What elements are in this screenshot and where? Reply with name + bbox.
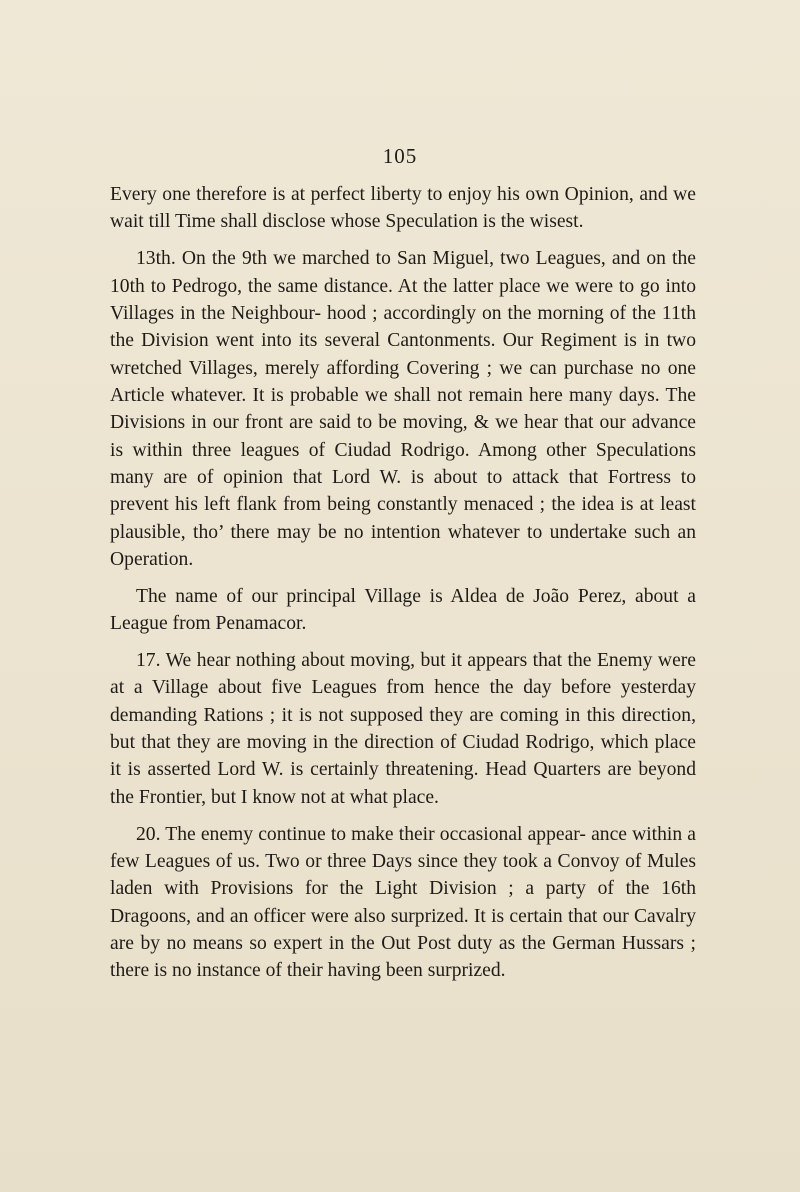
paragraph-13th: 13th. On the 9th we marched to San Miguel, two Leagues, and on the 10th to Pedrogo, the same distance. At the latter place we were to go into Villages in the Neighbour- hood ; accordingly on the morning of the 11th the Division went into its several Cantonments. Our Regiment is in two wretched Villages, merely affording Covering ; we can purchase no one Article whatever. It is probable we shall not remain here many days. The Divisions in our front are said to be moving, & we hear that our advance is within three leagues of Ciudad Rodrigo. Among other Speculations many are of opinion that Lord W. is about to attack that Fortress to prevent his left flank from being constantly menaced ; the idea is at least plausible, tho’ there may be no intention whatever to undertake such an Operation. [110, 248, 696, 570]
paragraph-opinion: Every one therefore is at perfect liberty to enjoy his own Opinion, and we wait till Time shall disclose whose Speculation is the wisest. [110, 184, 696, 233]
page-number: 105 [382, 144, 418, 168]
paragraph-17th: 17. We hear nothing about moving, but it appears that the Enemy were at a Village about five Leagues from hence the day before yesterday demanding Rations ; it is not supposed they are coming in this direction, but that they are moving in the direction of Ciudad Rodrigo, which place it is asserted Lord W. is certainly threatening. Head Quarters are beyond the Frontier, but I know not at what place. [110, 650, 696, 808]
body-text [110, 181, 696, 994]
paragraph-20th: 20. The enemy continue to make their occasional appear- ance within a few Leagues of us. Two or three Days since they took a Convoy of Mules laden with Provisions for the Light Division ; a party of the 16th Dragoons, and an officer were also surprized. It is certain that our Cavalry are by no means so expert in the Out Post duty as the German Hussars ; there is no instance of their having been surprized. [110, 823, 696, 982]
paragraph-village-name: The name of our principal Village is Aldea de João Perez, about a League from Penamacor. [110, 585, 696, 635]
